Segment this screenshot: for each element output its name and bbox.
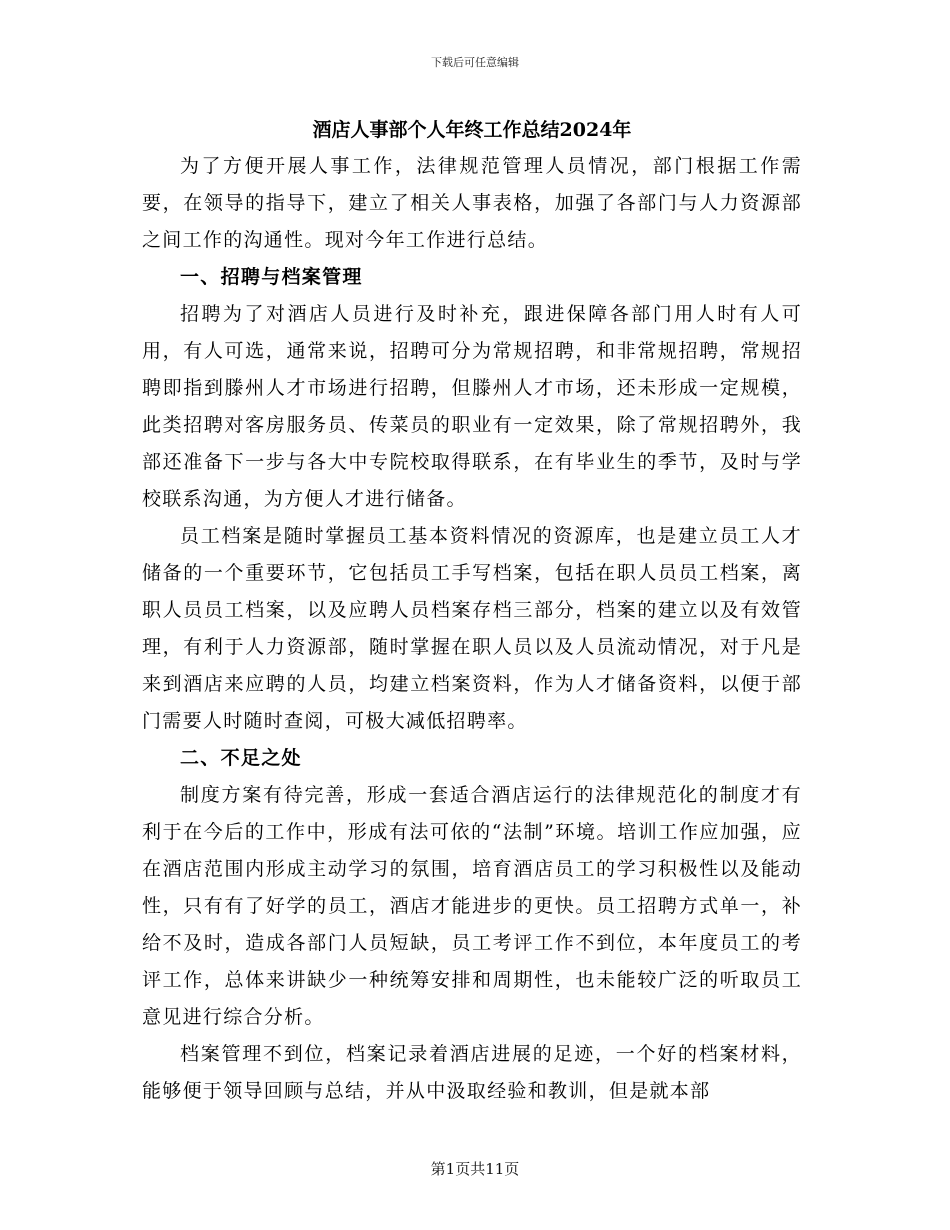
page-number: 第1页共11页 (430, 1160, 520, 1178)
document-title: 酒店人事部个人年终工作总结2024年 (312, 119, 632, 141)
archive-management-paragraph: 档案管理不到位，档案记录着酒店进展的足迹，一个好的档案材料，能够便于领导回顾与总结，并从中汲取经验和教训，但是就本部 (142, 1043, 802, 1102)
recruitment-paragraph: 招聘为了对酒店人员进行及时补充，跟进保障各部门用人时有人可用，有人可选，通常来说，招聘可分为常规招聘，和非常规招聘，常规招聘即指到滕州人才市场进行招聘，但滕州人才市场，还未形成一定规模，此类招聘对客房服务员、传菜员的职业有一定效果，除了常规招聘外，我部还准备下一步与各大中专院校取得联系，在有毕业生的季节，及时与学校联系沟通，为方便人才进行储备。 (142, 303, 802, 510)
document-body (142, 112, 802, 1110)
section-heading-recruitment: 一、招聘与档案管理 (180, 266, 363, 288)
archive-paragraph: 员工档案是随时掌握员工基本资料情况的资源库，也是建立员工人才储备的一个重要环节，它包括员工手写档案，包括在职人员员工档案，离职人员员工档案，以及应聘人员档案存档三部分，档案的建立以及有效管理，有利于人力资源部，随时掌握在职人员以及人员流动情况，对于凡是来到酒店来应聘的人员，均建立档案资料，作为人才储备资料，以便于部门需要人时随时查阅，可极大减低招聘率。 (142, 525, 802, 732)
shortcomings-paragraph: 制度方案有待完善，形成一套适合酒店运行的法律规范化的制度才有利于在今后的工作中，形成有法可依的“法制”环境。培训工作应加强，应在酒店范围内形成主动学习的氛围，培育酒店员工的学习积极性以及能动性，只有有了好学的员工，酒店才能进步的更快。员工招聘方式单一，补给不及时，造成各部门人员短缺，员工考评工作不到位，本年度员工的考评工作，总体来讲缺少一种统筹安排和周期性，也未能较广泛的听取员工意见进行综合分析。 (142, 784, 802, 1028)
section-heading-shortcomings: 二、不足之处 (180, 747, 302, 769)
intro-paragraph: 为了方便开展人事工作，法律规范管理人员情况，部门根据工作需要，在领导的指导下，建立了相关人事表格，加强了各部门与人力资源部之间工作的沟通性。现对今年工作进行总结。 (142, 155, 802, 251)
header-note: 下载后可任意编辑 (431, 56, 519, 69)
